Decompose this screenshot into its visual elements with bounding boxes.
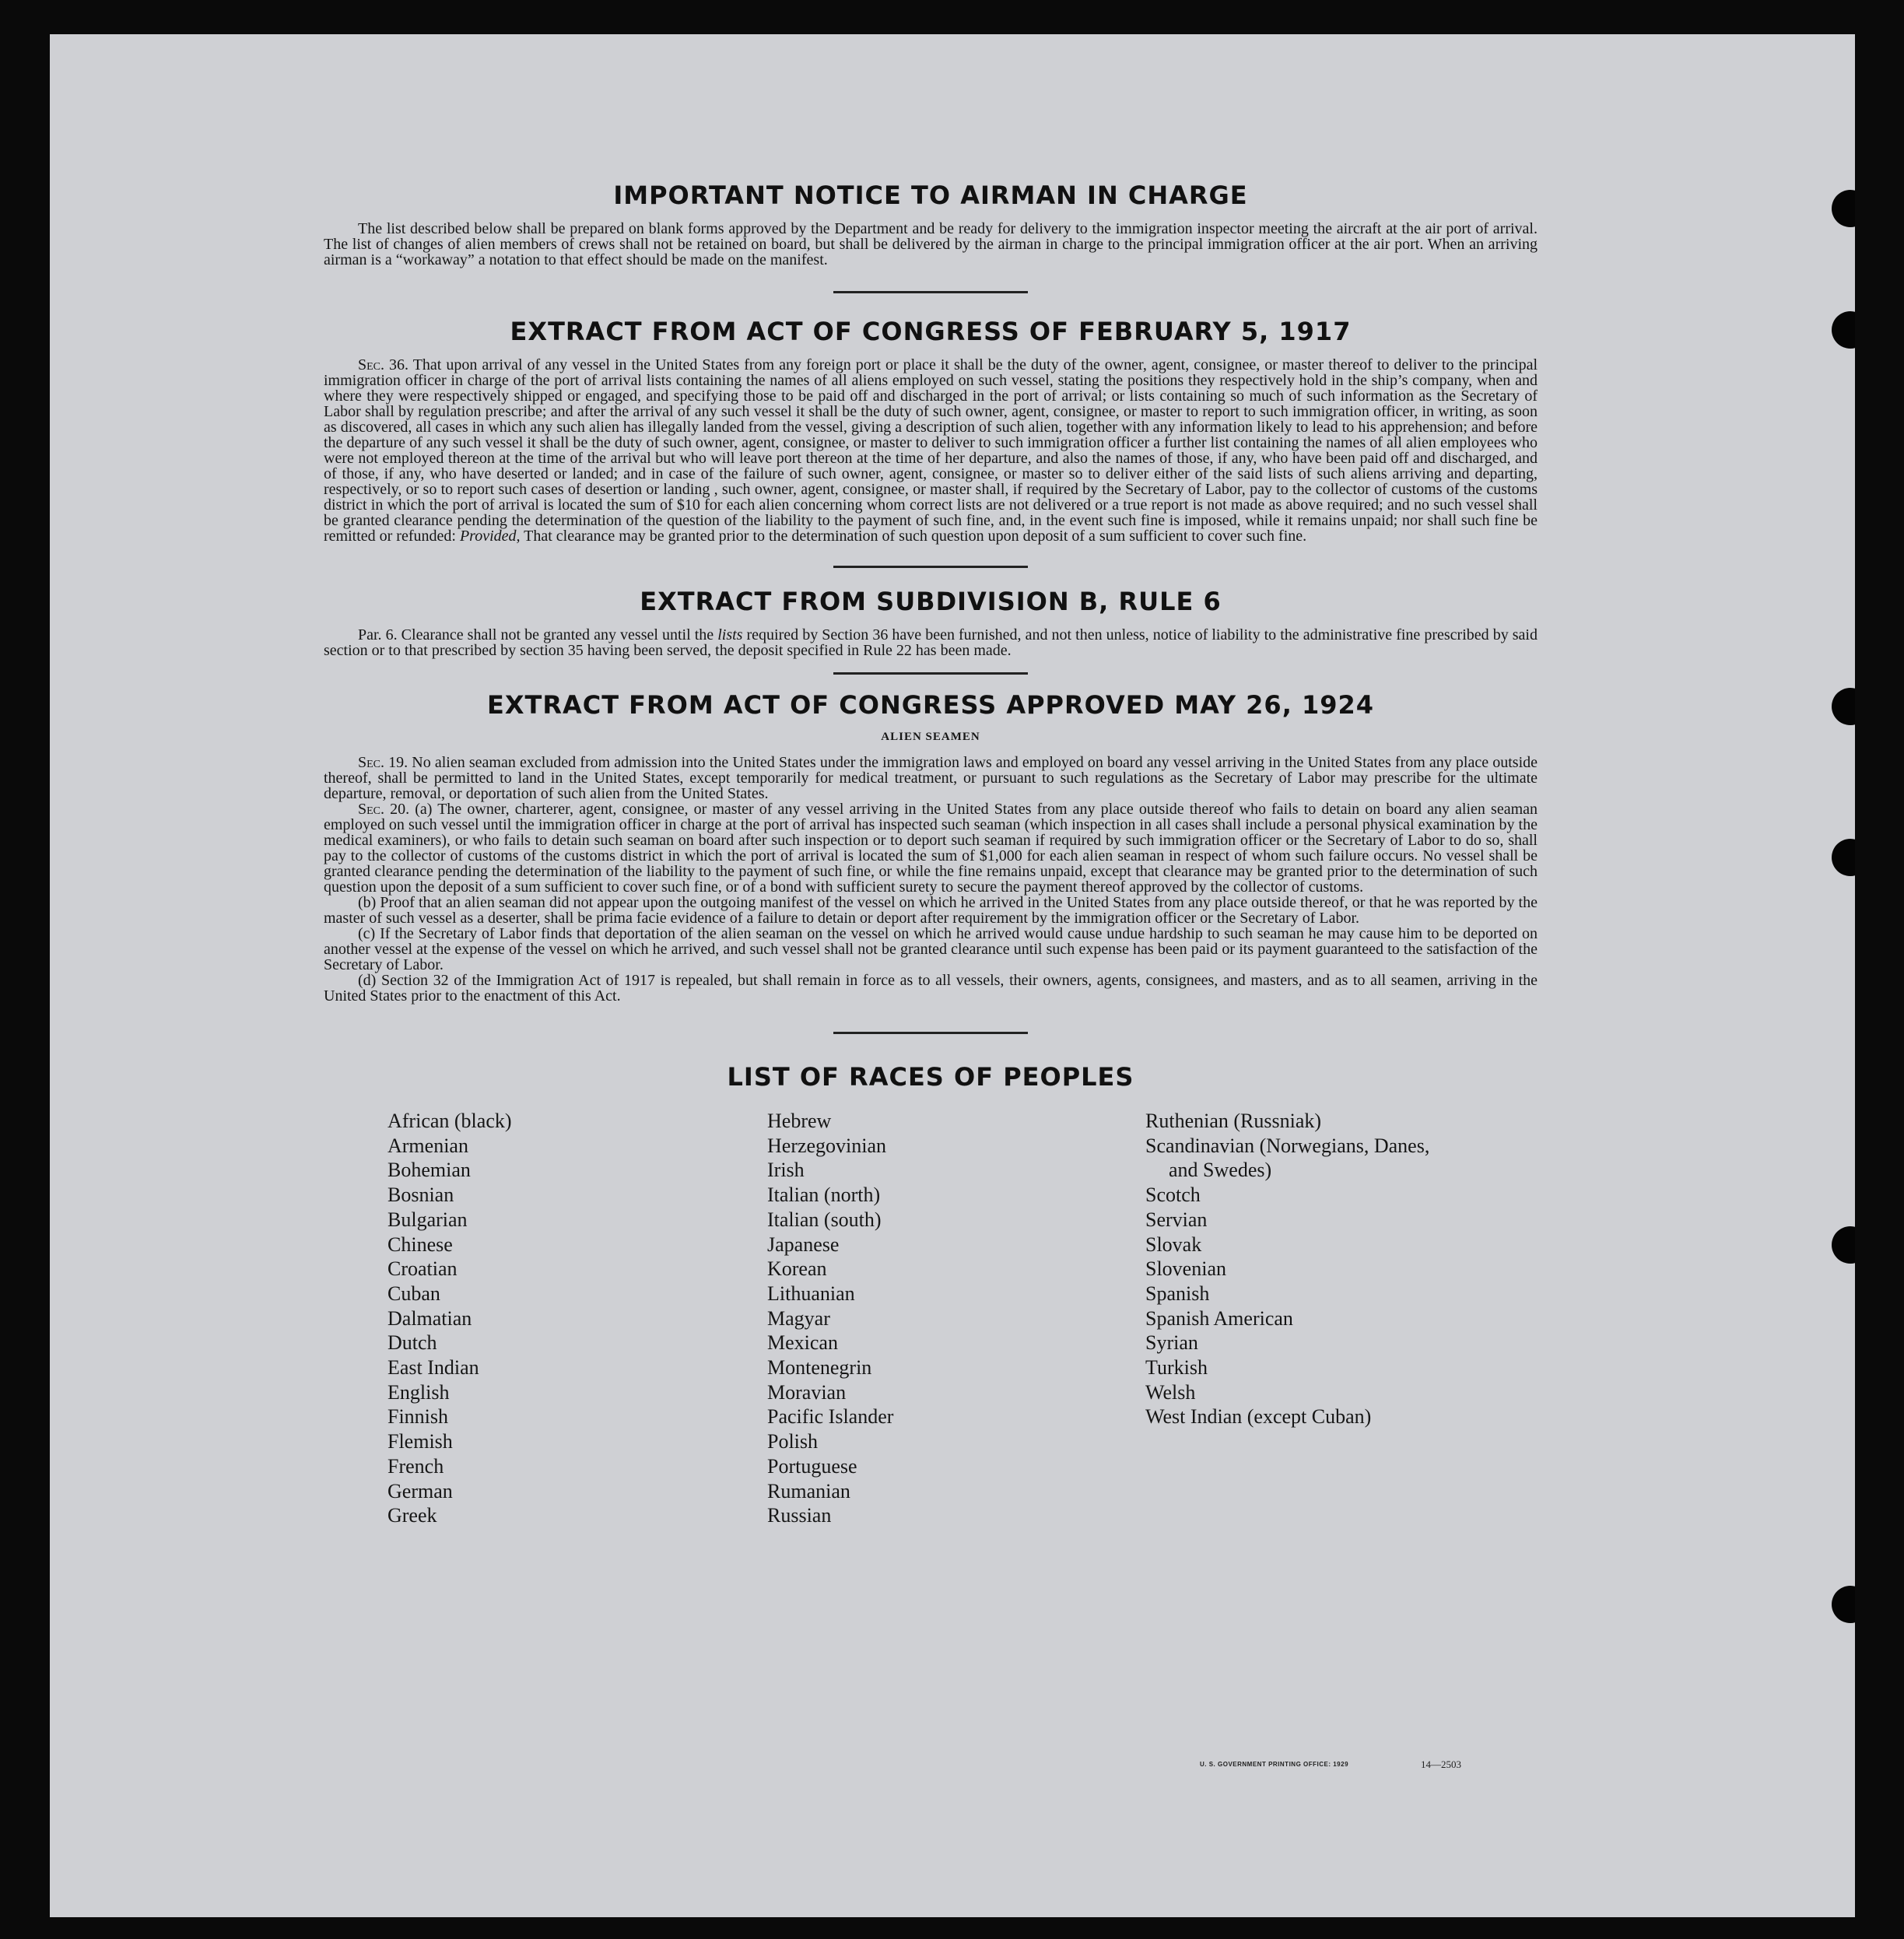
sec-19-label: Sec. 19. (358, 754, 409, 771)
punch-hole (1832, 1226, 1855, 1264)
races-title: LIST OF RACES OF PEOPLES (727, 1062, 1134, 1092)
race-item: Irish (767, 1159, 805, 1182)
race-item: French (387, 1454, 444, 1478)
race-item: Spanish (1145, 1282, 1210, 1305)
race-item: Scandinavian (Norwegians, Danes, (1145, 1134, 1430, 1157)
race-item: English (387, 1380, 450, 1404)
printing-office-imprint: U. S. GOVERNMENT PRINTING OFFICE: 1929 (1200, 1761, 1349, 1768)
par-6-text-a: Par. 6. Clearance shall not be granted any vessel until the (358, 626, 714, 643)
section-divider (833, 291, 1028, 293)
par-6-text-b: required by Section 36 have been furnished, and not then unless, notice of liability to the administrative fine prescribed by said section or to that prescribed by section 35 having been served, the deposit specified in Rule 22 has been made. (324, 626, 1538, 659)
race-item: Japanese (767, 1232, 840, 1256)
act-1924-sec-20b: (b) Proof that an alien seaman did not appear upon the outgoing manifest of the vessel on which he arrived in the United States from any place outside thereof, or that he was reported by the master of such vessel as a deserter, shall be prima facie evidence of a failure to detain or deport after requirement by the immigration officer or the Secretary of Labor. (324, 894, 1538, 927)
race-item: Welsh (1145, 1380, 1196, 1404)
punch-hole (1832, 839, 1855, 876)
rule-6-par-6 (324, 627, 1538, 658)
document-content (324, 140, 1538, 1528)
race-item: Rumanian (767, 1479, 850, 1502)
punch-hole (1832, 688, 1855, 725)
race-item: Scotch (1145, 1183, 1201, 1207)
race-item: Slovak (1145, 1232, 1202, 1256)
race-item: Armenian (387, 1134, 468, 1157)
race-item: Mexican (767, 1331, 838, 1355)
race-item: Turkish (1145, 1356, 1208, 1380)
alien-seamen-subtitle: ALIEN SEAMEN (881, 731, 980, 743)
proviso-text: That clearance may be granted prior to the determination of such question upon deposit of a sum sufficient to cover such fine. (524, 528, 1307, 545)
race-item: Lithuanian (767, 1282, 855, 1305)
race-item: Syrian (1145, 1331, 1198, 1355)
race-item: Italian (south) (767, 1208, 882, 1231)
race-item: Polish (767, 1430, 819, 1453)
race-item: Finnish (387, 1405, 449, 1429)
sec-36-label: Sec. 36. (358, 356, 409, 373)
race-item: Herzegovinian (767, 1134, 887, 1157)
lists-word: lists (717, 626, 743, 643)
race-item: German (387, 1479, 453, 1502)
race-item: Flemish (387, 1430, 453, 1453)
races-column-3 (1145, 1109, 1429, 1528)
act-1924-sec-20d: (d) Section 32 of the Immigration Act of 1917 is repealed, but shall remain in force as to all vessels, their owners, agents, consignees, and masters, and as to all seamen, arriving in the United States prior to the enactment of this Act. (324, 972, 1538, 1005)
race-item: Cuban (387, 1282, 440, 1305)
race-item: Korean (767, 1257, 827, 1281)
race-item: West Indian (except Cuban) (1145, 1405, 1372, 1429)
race-item: Greek (387, 1504, 437, 1527)
act-1924-sec-19 (324, 755, 1538, 801)
act-1917-sec-36 (324, 357, 1538, 544)
race-item: Montenegrin (767, 1356, 872, 1380)
act-1917-title: EXTRACT FROM ACT OF CONGRESS OF FEBRUARY 5, 1917 (510, 317, 1352, 346)
act-1924-sec-20c: (c) If the Secretary of Labor finds that deportation of the alien seaman on the vessel on which he arrived would cause undue hardship to such seaman he may cause him to be deported on another vessel at the expense of the vessel on which he arrived, and such vessel shall not be granted clearance until such expense has been paid or its payment guaranteed to the satisfaction of the Secretary of Labor. (324, 925, 1538, 973)
race-item: Magyar (767, 1306, 830, 1330)
punch-hole (1832, 311, 1855, 349)
punch-hole (1832, 190, 1855, 227)
race-item: Croatian (387, 1257, 458, 1281)
races-list (324, 1109, 1538, 1528)
provided-label: Provided, (459, 528, 521, 545)
race-item: East Indian (387, 1356, 479, 1380)
race-item: Portuguese (767, 1454, 857, 1478)
section-divider (833, 1032, 1028, 1034)
act-1924-title: EXTRACT FROM ACT OF CONGRESS APPROVED MAY 26, 1924 (486, 690, 1375, 720)
race-item: Slovenian (1145, 1257, 1226, 1281)
race-item: Spanish American (1145, 1306, 1293, 1330)
notice-text: The list described below shall be prepared on blank forms approved by the Department and be ready for delivery to the immigration inspector meeting the aircraft at the air port of arrival. The list of changes of alien members of crews shall not be retained on board, but shall be delivered by the airman in charge to the principal immigration officer at the air port. When an arriving airman is a “workaway” a notation to that effect should be made on the manifest. (324, 220, 1538, 268)
sec-19-text: No alien seaman excluded from admission into the United States under the immigration laws and employed on board any vessel arriving in the United States from any place outside thereof, shall be permitted to land in the United States, except temporarily for medical treatment, or pursuant to such regulations as the Secretary of Labor may prescribe for the ultimate departure, removal, or deportation of such alien from the United States. (324, 754, 1538, 802)
race-item: Russian (767, 1504, 832, 1527)
notice-title: IMPORTANT NOTICE TO AIRMAN IN CHARGE (613, 181, 1248, 210)
race-item: Hebrew (767, 1110, 832, 1132)
section-divider (833, 672, 1028, 675)
race-item: Pacific Islander (767, 1405, 894, 1429)
race-item: Italian (north) (767, 1183, 881, 1207)
act-1924-sec-20a (324, 801, 1538, 895)
sec-20a-text: (a) The owner, charterer, agent, consignee, or master of any vessel arriving in the United States from any place outside thereof who fails to detain on board any alien seaman employed on such vessel until the immigration officer in charge at the port of arrival has inspected such seaman (which inspection in all cases shall include a personal physical examination by the medical examiners), or who fails to detain such seaman on board after such inspection or to deport such seaman if required by such immigration officer or the Secretary of Labor to do so, shall pay to the collector of customs of the customs district in which the port of arrival is located the sum of $1,000 for each alien seaman in respect of whom such failure occurs. No vessel shall be granted clearance pending the determination of the liability to the payment of such fine, or while the fine remains unpaid, except that clearance may be granted prior to the determination of such question upon the deposit of a sum sufficient to cover such fine, or of a bond with sufficient surety to secure the payment thereof approved by the collector of customs. (324, 801, 1538, 896)
race-item: Ruthenian (Russniak) (1145, 1110, 1322, 1132)
race-item: Moravian (767, 1380, 847, 1404)
race-item: Dalmatian (387, 1306, 472, 1330)
race-item: African (black) (387, 1110, 512, 1132)
race-item: Bohemian (387, 1159, 471, 1182)
races-column-1 (387, 1109, 767, 1528)
race-item: Dutch (387, 1331, 437, 1355)
race-item: Bulgarian (387, 1208, 468, 1231)
form-number: 14—2503 (1421, 1758, 1461, 1770)
race-item: Servian (1145, 1208, 1208, 1231)
sec-20-label: Sec. 20. (358, 801, 410, 818)
race-item: Bosnian (387, 1183, 454, 1207)
races-column-2 (767, 1109, 1145, 1528)
race-item: Chinese (387, 1232, 453, 1256)
section-divider (833, 566, 1028, 568)
rule-6-title: EXTRACT FROM SUBDIVISION B, RULE 6 (640, 587, 1222, 616)
race-item: and Swedes) (1169, 1159, 1272, 1182)
punch-hole (1832, 1586, 1855, 1623)
sec-36-text: That upon arrival of any vessel in the United States from any foreign port or place it shall be the duty of the owner, agent, consignee, or master thereof to deliver to the principal immigration officer in charge of the port of arrival lists containing the names of all aliens employed on such vessel, stating the positions they respectively hold in the ship’s company, when and where they were respectively shipped or engaged, and specifying those to be paid off and discharged in the port of arrival; or lists containing so much of such information as the Secretary of Labor shall by regulation prescribe; and after the arrival of any such vessel it shall be the duty of such owner, agent, consignee, or master to report to such immigration officer, in writing, as soon as discovered, all cases in which any such alien has illegally landed from the vessel, giving a description of such alien, together with any information likely to lead to his apprehension; and before the departure of any such vessel it shall be the duty of such owner, agent, consignee, or master to deliver to such immigration officer a further list containing the names of all alien employees who were not employed thereon at the time of the arrival but who will leave port thereon at the time of her departure, and also the names of those, if any, who have been paid off and discharged, and of those, if any, who have deserted or landed; and in case of the failure of such owner, agent, consignee, or master so to deliver either of the said lists of such aliens arriving and departing, respectively, or so to report such cases of desertion or landing , such owner, agent, consignee, or master shall, if required by the Secretary of Labor, pay to the collector of customs of the customs district in which the port of arrival is located the sum of $10 for each alien concerning whom correct lists are not delivered or a true report is not made as above required; and no such vessel shall be granted clearance pending the determination of the question of the liability to the payment of such fine, and, in the event such fine is imposed, while it remains unpaid; nor shall such fine be remitted or refunded: (324, 356, 1538, 545)
